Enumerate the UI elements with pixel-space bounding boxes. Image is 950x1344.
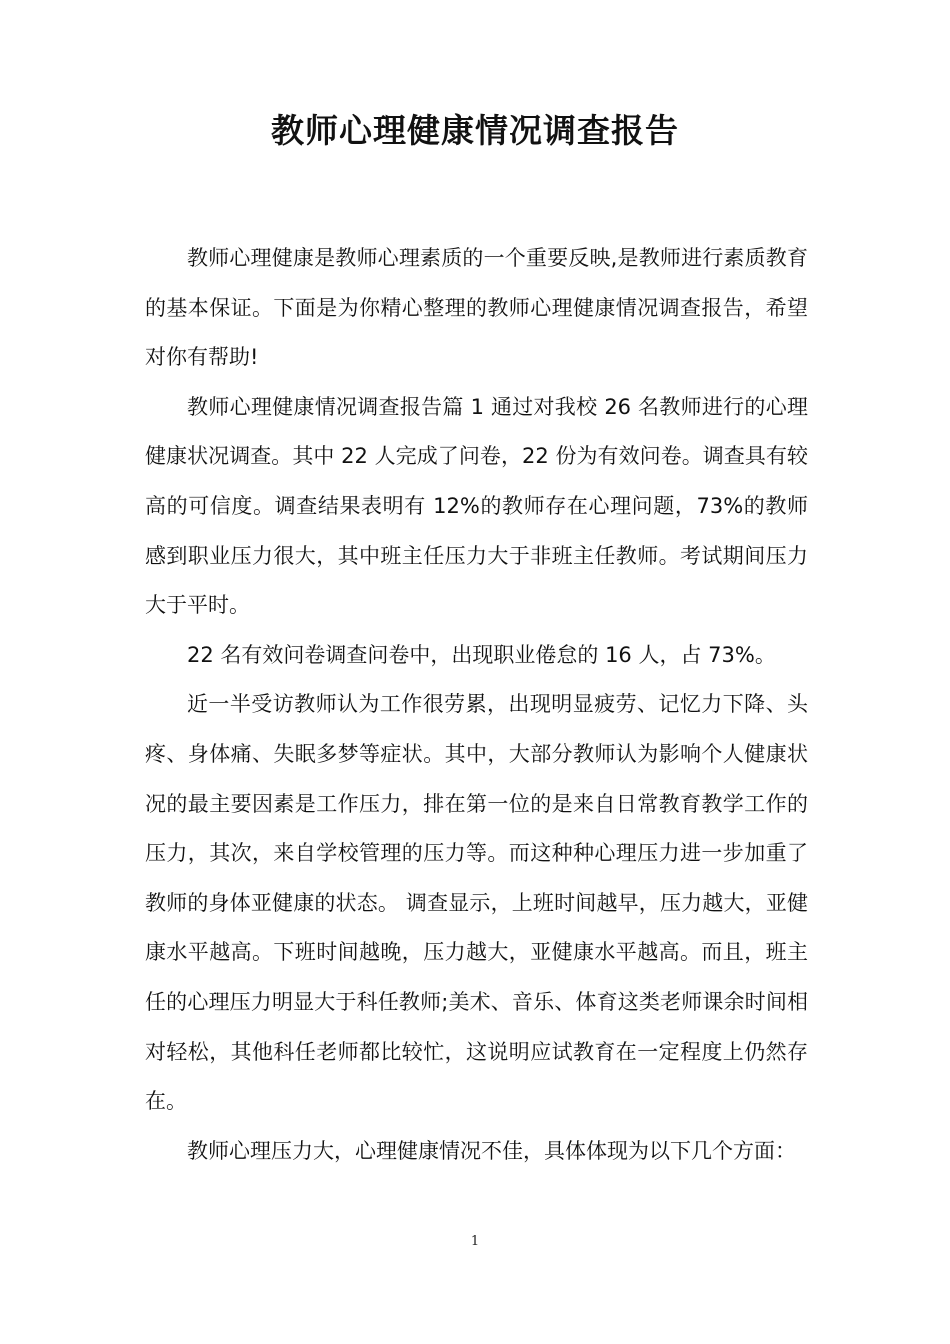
paragraph-burnout: 22 名有效问卷调查问卷中，出现职业倦怠的 16 人，占 73%。 xyxy=(187,642,776,667)
paragraph-stress-symptoms: 近一半受访教师认为工作很劳累，出现明显疲劳、记忆力下降、头疼、身体痛、失眠多梦等症状。其中，大部分教师认为影响个人健康状况的最主要因素是工作压力，排在第一位的是来自日常教育教学工作的压力，其次，来自学校管理的压力等。而这种种心理压力进一步加重了教师的身体亚健康的状态。 调查显示，上班时间越早，压力越大，亚健康水平越高。下班时间越晚，压力越大，亚健康水平越高。而且，班主任的心理压力明显大于科任教师;美术、音乐、体育这类老师课余时间相对轻松，其他科任老师都比较忙，这说明应试教育在一定程度上仍然存在。 xyxy=(145,692,808,1114)
paragraph-survey-overview: 教师心理健康情况调查报告篇 1 通过对我校 26 名教师进行的心理健康状况调查。其中 22 人完成了问卷，22 份为有效问卷。调查具有较高的可信度。调查结果表明有 12%的教师存在心理问题，73%的教师感到职业压力很大，其中班主任压力大于非班主任教师。考试期间压力大于平时。 xyxy=(145,394,808,618)
paragraph-intro: 教师心理健康是教师心理素质的一个重要反映,是教师进行素质教育的基本保证。下面是为你精心整理的教师心理健康情况调查报告，希望对你有帮助! xyxy=(145,246,808,370)
document-body xyxy=(145,234,808,1176)
page-number: 1 xyxy=(470,1234,480,1249)
document-title: 教师心理健康情况调查报告 xyxy=(271,111,679,150)
paragraph-aspects-intro: 教师心理压力大，心理健康情况不佳，具体体现为以下几个方面： xyxy=(187,1138,796,1163)
